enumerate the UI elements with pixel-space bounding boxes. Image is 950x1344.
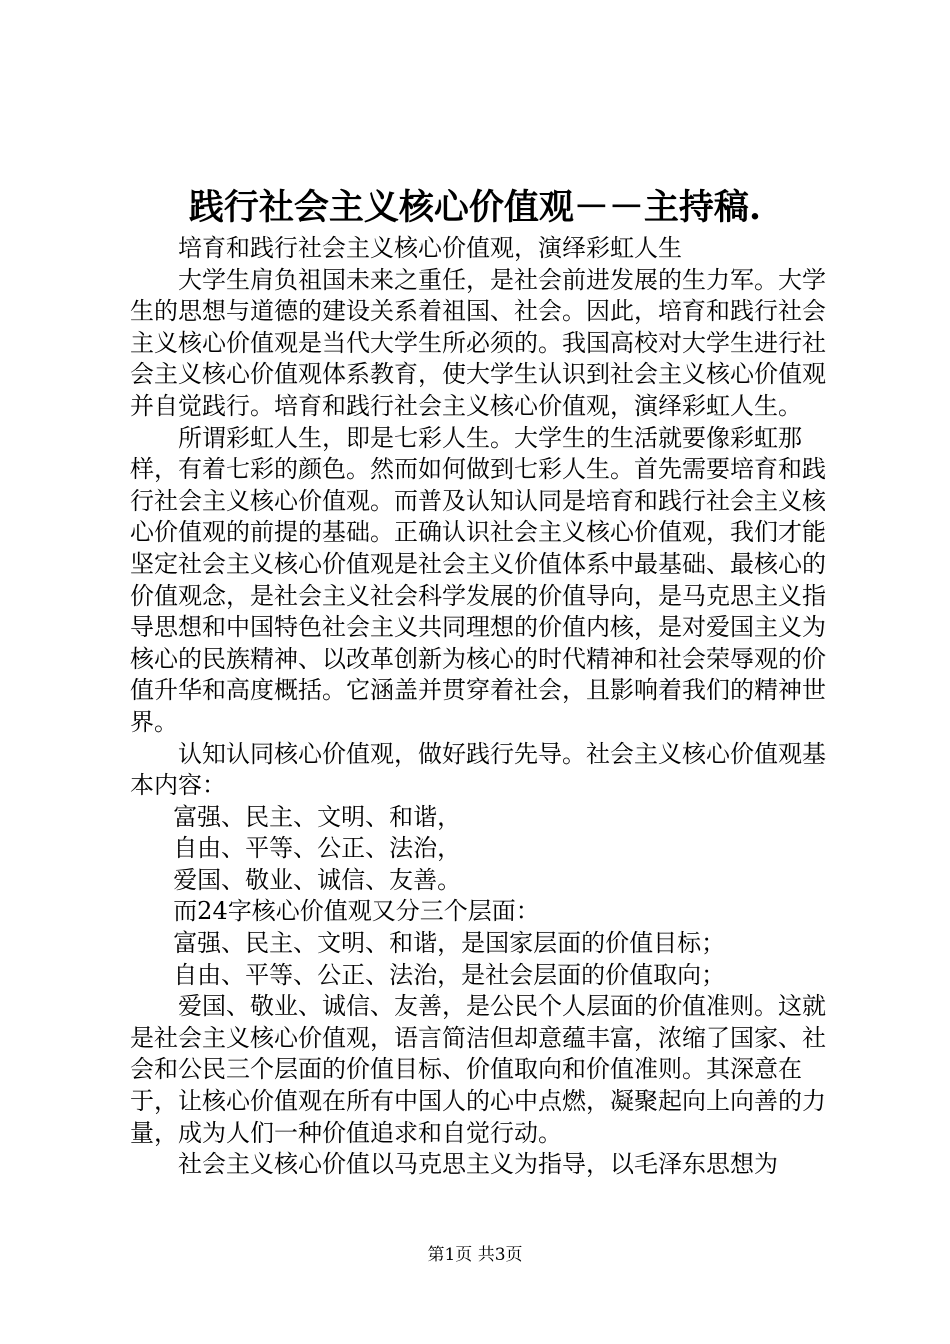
body-paragraph: 而24字核心价值观又分三个层面：	[173, 897, 540, 926]
body-paragraph: 爱国、敬业、诚信、友善。	[173, 865, 462, 894]
page-footer: 第1页 共3页	[427, 1245, 523, 1265]
body-paragraph: 自由、平等、公正、法治，	[173, 834, 462, 863]
body-paragraph: 培育和践行社会主义核心价值观，演绎彩虹人生	[178, 234, 682, 262]
body-paragraph: 富强、民主、文明、和谐，是国家层面的价值目标；	[173, 929, 726, 958]
body-paragraph: 自由、平等、公正、法治，是社会层面的价值取向；	[173, 960, 726, 989]
body-paragraph: 认知认同核心价值观，做好践行先导。社会主义核心价值观基本内容：	[130, 739, 826, 800]
body-paragraph: 富强、民主、文明、和谐，	[173, 802, 462, 831]
body-paragraph: 大学生肩负祖国未来之重任，是社会前进发展的生力军。大学生的思想与道德的建设关系着祖国、社会。因此，培育和践行社会主义核心价值观是当代大学生所必须的。我国高校对大学生进行社会主义核心价值观体系教育，使大学生认识到社会主义核心价值观并自觉践行。培育和践行社会主义核心价值观，演绎彩虹人生。	[130, 265, 826, 420]
body-paragraph: 爱国、敬业、诚信、友善，是公民个人层面的价值准则。这就是社会主义核心价值观，语言简洁但却意蕴丰富，浓缩了国家、社会和公民三个层面的价值目标、价值取向和价值准则。其深意在于，让核心价值观在所有中国人的心中点燃，凝聚起向上向善的力量，成为人们一种价值追求和自觉行动。	[130, 992, 826, 1147]
body-paragraph: 所谓彩虹人生，即是七彩人生。大学生的生活就要像彩虹那样，有着七彩的颜色。然而如何做到七彩人生。首先需要培育和践行社会主义核心价值观。而普及认知认同是培育和践行社会主义核心价值观的前提的基础。正确认识社会主义核心价值观，我们才能坚定社会主义核心价值观是社会主义价值体系中最基础、最核心的价值观念，是社会主义社会科学发展的价值导向，是马克思主义指导思想和中国特色社会主义共同理想的价值内核，是对爱国主义为核心的民族精神、以改革创新为核心的时代精神和社会荣辱观的价值升华和高度概括。它涵盖并贯穿着社会，且影响着我们的精神世界。	[130, 423, 826, 736]
body-paragraph: 社会主义核心价值以马克思主义为指导，以毛泽东思想为	[178, 1150, 778, 1179]
document-body	[130, 233, 830, 1181]
document-title: 践行社会主义核心价值观－－主持稿.	[188, 187, 762, 228]
